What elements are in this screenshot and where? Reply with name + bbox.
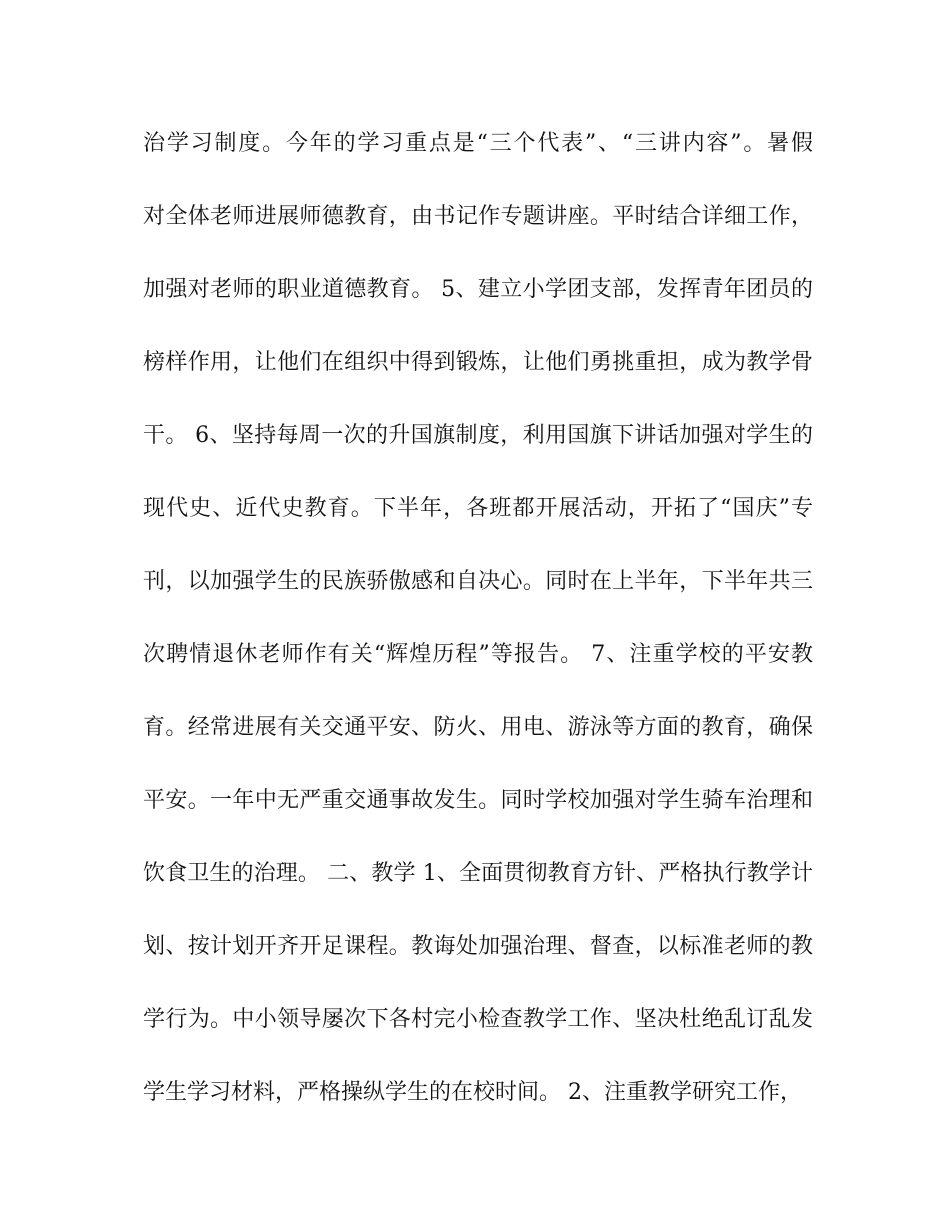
text-line: 对全体老师进展师德教育，由书记作专题讲座。平时结合详细工作， <box>143 204 813 229</box>
text-line: 划、按计划开齐开足课程。教诲处加强治理、督查，以标准老师的教 <box>143 934 813 959</box>
text-line: 干。 6、坚持每周一次的升国旗制度，利用国旗下讲话加强对学生的 <box>143 423 813 448</box>
body-text <box>143 120 813 1142</box>
text-line: 榜样作用，让他们在组织中得到锻炼，让他们勇挑重担，成为教学骨 <box>143 350 813 375</box>
text-line: 平安。一年中无严重交通事故发生。同时学校加强对学生骑车治理和 <box>143 788 813 813</box>
text-line: 饮食卫生的治理。 二、教学 1、全面贯彻教育方针、严格执行教学计 <box>143 861 813 886</box>
text-line: 学生学习材料，严格操纵学生的在校时间。 2、注重教学研究工作， <box>143 1080 802 1105</box>
text-line: 刊，以加强学生的民族骄傲感和自决心。同时在上半年，下半年共三 <box>143 569 813 594</box>
text-line: 治学习制度。今年的学习重点是“三个代表”、“三讲内容”。暑假 <box>143 131 813 156</box>
text-line: 加强对老师的职业道德教育。 5、建立小学团支部，发挥青年团员的 <box>143 277 813 302</box>
text-line: 次聘情退休老师作有关“辉煌历程”等报告。 7、注重学校的平安教 <box>143 642 813 667</box>
text-line: 现代史、近代史教育。下半年，各班都开展活动，开拓了“国庆”专 <box>143 496 813 521</box>
text-line: 育。经常进展有关交通平安、防火、用电、游泳等方面的教育，确保 <box>143 715 813 740</box>
text-line: 学行为。中小领导屡次下各村完小检查教学工作、坚决杜绝乱订乱发 <box>143 1007 813 1032</box>
